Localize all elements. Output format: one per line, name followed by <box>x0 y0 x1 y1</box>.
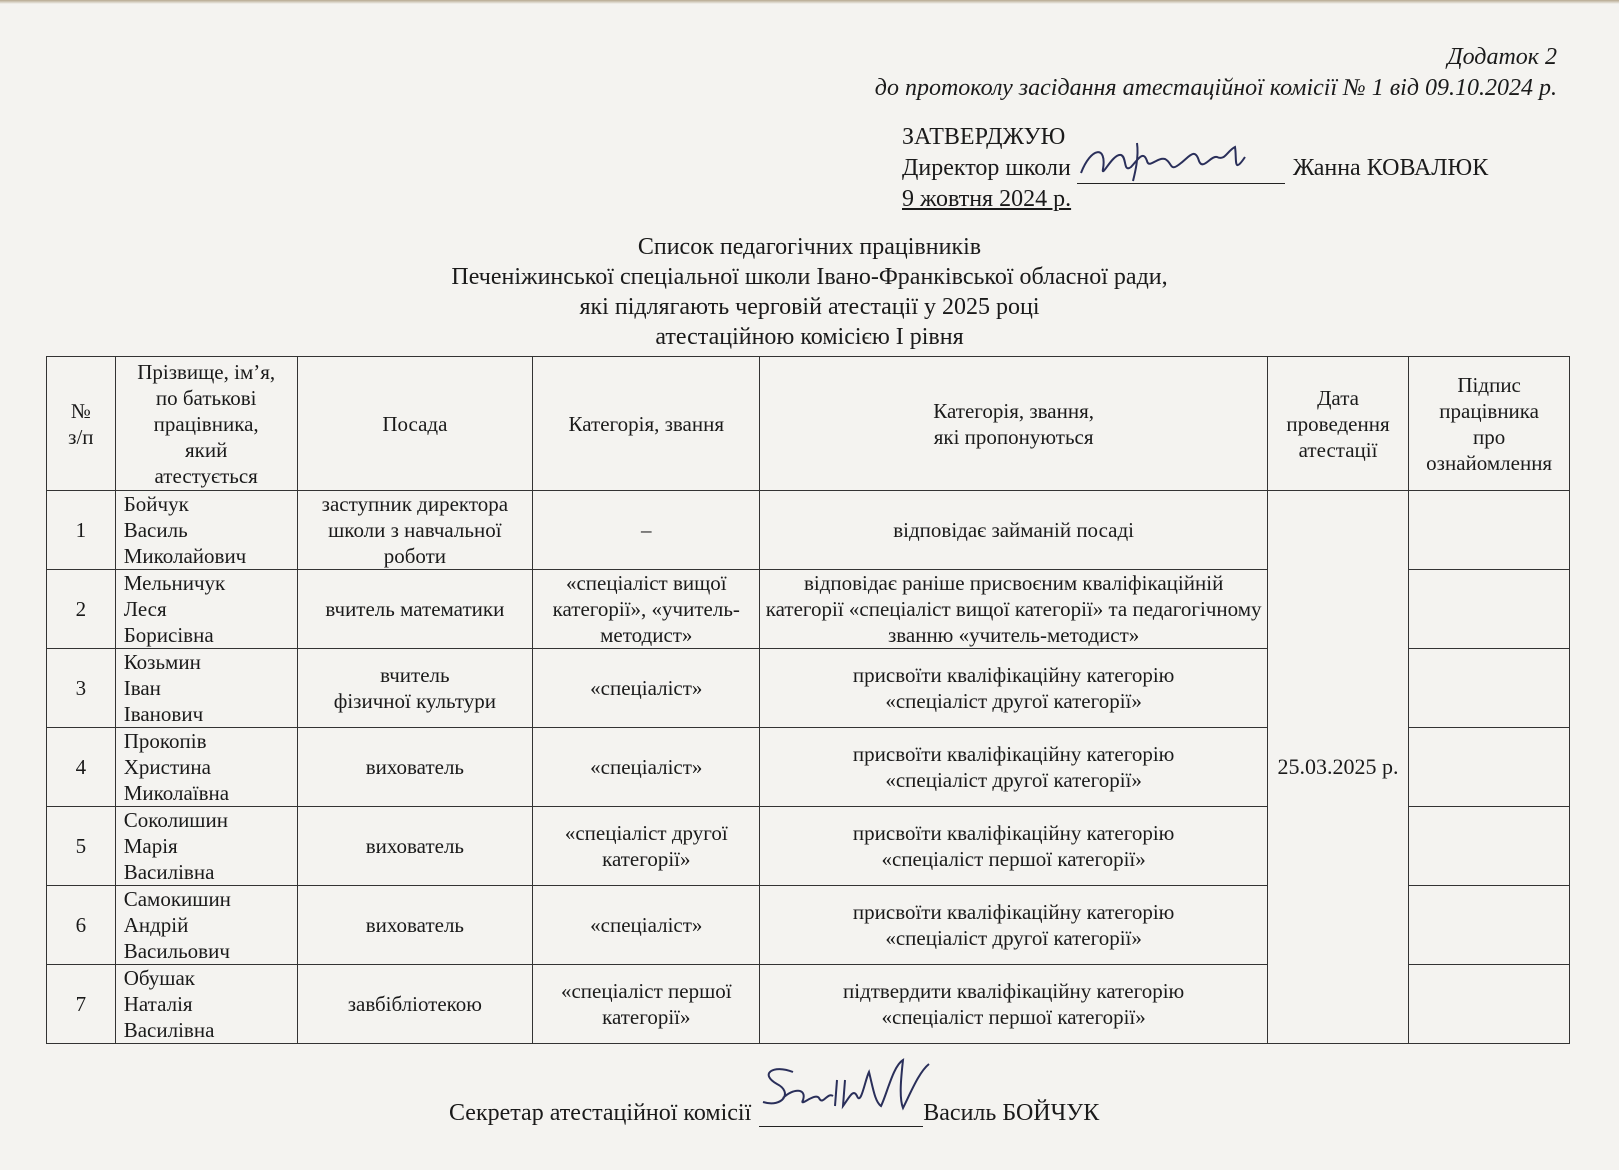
row-number: 6 <box>47 886 116 965</box>
annex-protocol-reference: до протоколу засідання атестаційної комісії № 1 від 09.10.2024 р. <box>874 75 1557 101</box>
approval-date: 9 жовтня 2024 р. <box>902 186 1072 212</box>
document-title <box>0 232 1619 352</box>
current-category: – <box>533 491 760 570</box>
employee-position: вихователь <box>297 886 532 965</box>
secretary-signature-icon <box>753 1058 953 1128</box>
secretary-label: Секретар атестаційної комісії <box>449 1100 752 1126</box>
secretary-signature <box>759 1100 923 1127</box>
col-attestation-date-header: Дата проведення атестації <box>1267 357 1408 491</box>
title-line-2: Печеніжинської спеціальної школи Івано-Франківської обласної ради, <box>451 264 1168 290</box>
employee-name: Соколишин Марія Василівна <box>115 807 297 886</box>
approval-signature-row <box>902 153 1488 184</box>
page-edge <box>0 0 1619 4</box>
employee-position: вчитель фізичної культури <box>297 649 532 728</box>
row-number: 7 <box>47 965 116 1044</box>
proposed-category: присвоїти кваліфікаційну категорію «спеціаліст другої категорії» <box>760 886 1267 965</box>
employee-position: вихователь <box>297 807 532 886</box>
employee-position: заступник директора школи з навчальної роботи <box>297 491 532 570</box>
title-line-4: атестаційною комісією І рівня <box>655 324 964 350</box>
col-proposed-category-header: Категорія, звання, які пропонуються <box>760 357 1267 491</box>
employee-name: Обушак Наталія Василівна <box>115 965 297 1044</box>
proposed-category: присвоїти кваліфікаційну категорію «спеціаліст другої категорії» <box>760 649 1267 728</box>
current-category: «спеціаліст» <box>533 728 760 807</box>
current-category: «спеціаліст вищої категорії», «учитель-методист» <box>533 570 760 649</box>
approval-director-name: Жанна КОВАЛЮК <box>1292 155 1489 181</box>
proposed-category: підтвердити кваліфікаційну категорію «спеціаліст першої категорії» <box>760 965 1267 1044</box>
title-line-1: Список педагогічних працівників <box>637 234 982 260</box>
current-category: «спеціаліст» <box>533 649 760 728</box>
col-employee-signature-header: Підпис працівника про ознайомлення <box>1409 357 1570 491</box>
table-header-row <box>47 357 1570 491</box>
employee-signature-cell[interactable] <box>1409 491 1570 570</box>
approval-block <box>902 122 1488 215</box>
secretary-name: Василь БОЙЧУК <box>923 1100 1100 1126</box>
row-number: 3 <box>47 649 116 728</box>
secretary-block <box>449 1100 1099 1127</box>
title-line-3: які підлягають черговій атестації у 2025 році <box>579 294 1040 320</box>
employee-signature-cell[interactable] <box>1409 886 1570 965</box>
current-category: «спеціаліст» <box>533 886 760 965</box>
col-position-header: Посада <box>297 357 532 491</box>
annex-block <box>875 42 1557 104</box>
employee-name: Мельничук Леся Борисівна <box>115 570 297 649</box>
employee-signature-cell[interactable] <box>1409 728 1570 807</box>
employee-name: Самокишин Андрій Васильович <box>115 886 297 965</box>
proposed-category: відповідає раніше присвоєним кваліфікаційній категорії «спеціаліст вищої категорії» та педагогічному званню «учитель-методист» <box>760 570 1267 649</box>
table-row <box>47 491 1570 570</box>
col-category-header: Категорія, звання <box>533 357 760 491</box>
employee-position: вихователь <box>297 728 532 807</box>
row-number: 5 <box>47 807 116 886</box>
current-category: «спеціаліст першої категорії» <box>533 965 760 1044</box>
employee-signature-cell[interactable] <box>1409 649 1570 728</box>
employee-name: Козьмин Іван Іванович <box>115 649 297 728</box>
attestation-date: 25.03.2025 р. <box>1267 491 1408 1044</box>
proposed-category: відповідає займаній посаді <box>760 491 1267 570</box>
proposed-category: присвоїти кваліфікаційну категорію «спеціаліст першої категорії» <box>760 807 1267 886</box>
employee-name: Прокопів Христина Миколаївна <box>115 728 297 807</box>
employee-signature-cell[interactable] <box>1409 965 1570 1044</box>
proposed-category: присвоїти кваліфікаційну категорію «спеціаліст другої категорії» <box>760 728 1267 807</box>
director-signature <box>1077 157 1285 184</box>
col-full-name-header: Прізвище, ім’я, по батькові працівника, який атестується <box>115 357 297 491</box>
annex-number: Додаток 2 <box>1447 44 1557 70</box>
staff-attestation-table <box>46 356 1570 1044</box>
employee-position: завбібліотекою <box>297 965 532 1044</box>
employee-signature-cell[interactable] <box>1409 807 1570 886</box>
row-number: 4 <box>47 728 116 807</box>
row-number: 1 <box>47 491 116 570</box>
employee-position: вчитель математики <box>297 570 532 649</box>
employee-signature-cell[interactable] <box>1409 570 1570 649</box>
director-signature-icon <box>1077 139 1267 187</box>
current-category: «спеціаліст другої категорії» <box>533 807 760 886</box>
employee-name: Бойчук Василь Миколайович <box>115 491 297 570</box>
approval-heading: ЗАТВЕРДЖУЮ <box>902 124 1066 150</box>
approval-position: Директор школи <box>902 155 1071 181</box>
row-number: 2 <box>47 570 116 649</box>
col-number-header: № з/п <box>47 357 116 491</box>
